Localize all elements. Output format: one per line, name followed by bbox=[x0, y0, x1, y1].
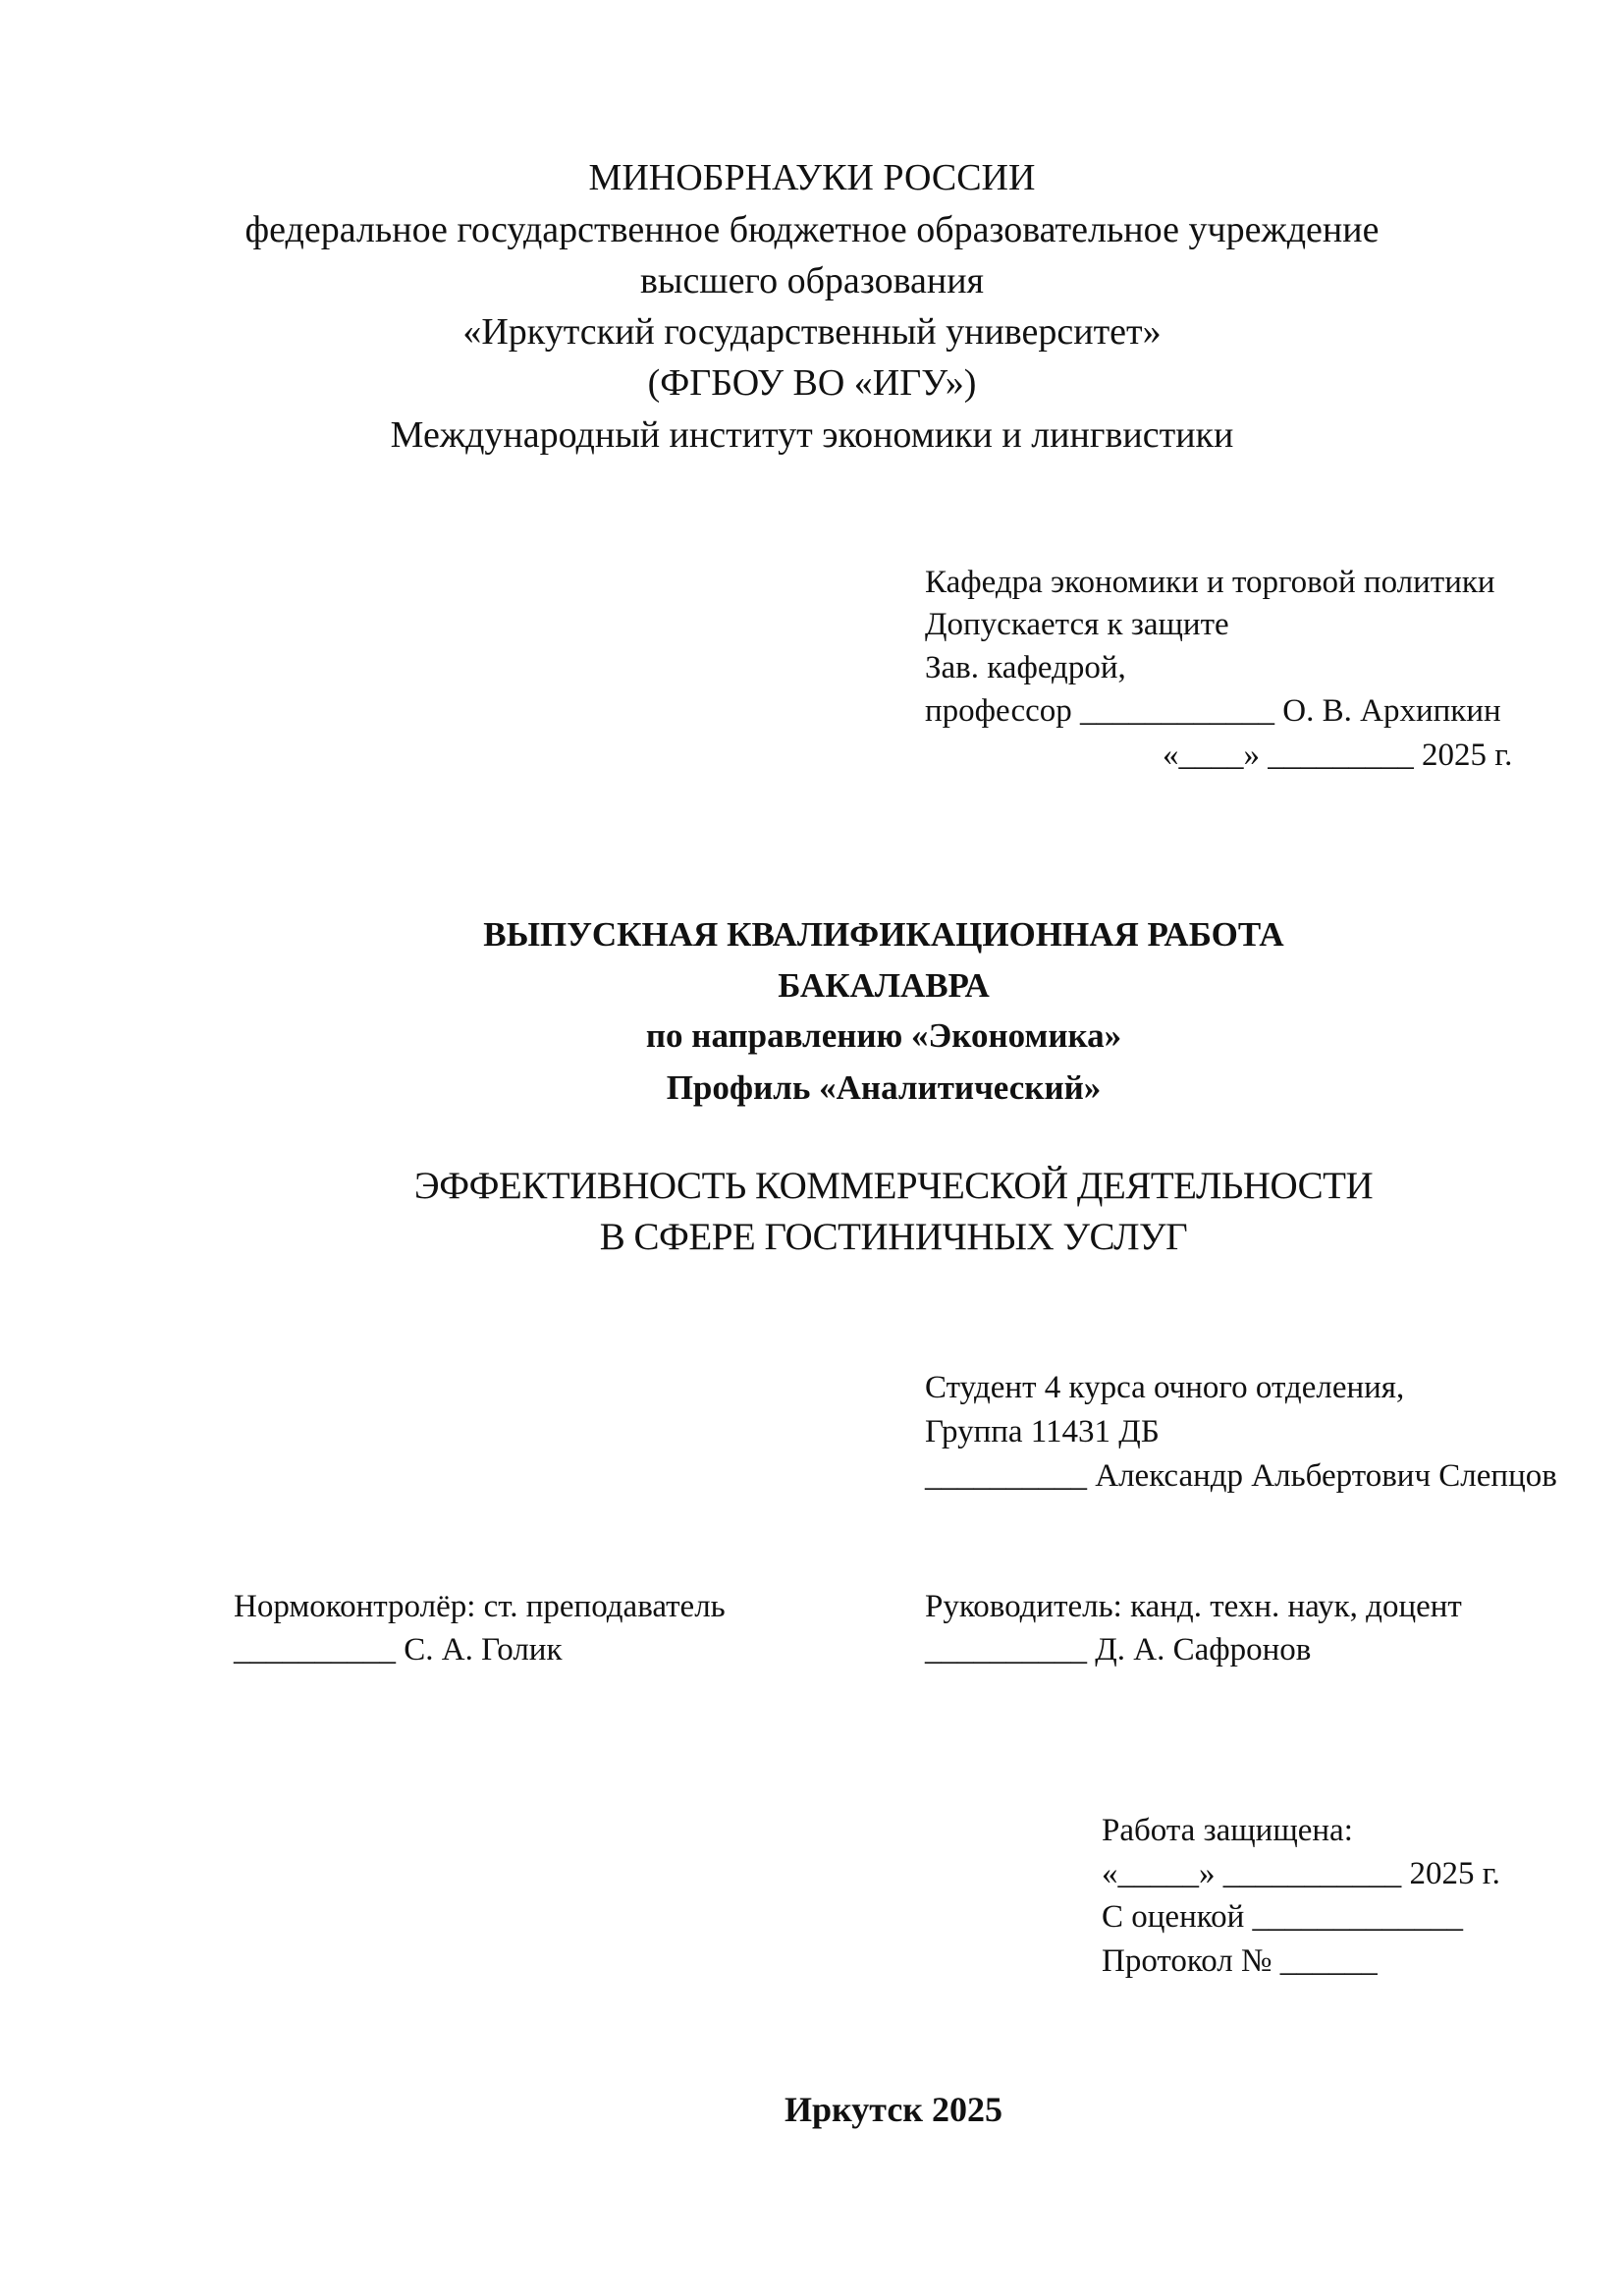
thesis-type-line-1: ВЫПУСКНАЯ КВАЛИФИКАЦИОННАЯ РАБОТА bbox=[483, 915, 1284, 954]
ministry-line: МИНОБРНАУКИ РОССИИ bbox=[588, 157, 1036, 198]
department-line: Кафедра экономики и торговой политики bbox=[925, 565, 1495, 600]
approval-date-line: «____» _________ 2025 г. bbox=[1163, 738, 1513, 773]
admitted-line: Допускается к защите bbox=[925, 607, 1229, 642]
institute-line: Международный институт экономики и лингвистики bbox=[390, 414, 1234, 456]
topic-line-2: В СФЕРЕ ГОСТИНИЧНЫХ УСЛУГ bbox=[599, 1216, 1188, 1258]
education-level-line: высшего образования bbox=[639, 260, 985, 301]
normcontrol-signature-line: __________ С. А. Голик bbox=[234, 1632, 563, 1667]
direction-line: по направлению «Экономика» bbox=[645, 1016, 1122, 1055]
supervisor-title: Руководитель: канд. техн. наук, доцент bbox=[925, 1589, 1462, 1624]
protocol-line: Протокол № ______ bbox=[1102, 1943, 1378, 1979]
student-signature-line: __________ Александр Альбертович Слепцов bbox=[925, 1458, 1557, 1494]
student-group-line: Группа 11431 ДБ bbox=[925, 1414, 1160, 1449]
topic-line-1: ЭФФЕКТИВНОСТЬ КОММЕРЧЕСКОЙ ДЕЯТЕЛЬНОСТИ bbox=[413, 1165, 1374, 1207]
student-course-line: Студент 4 курса очного отделения, bbox=[925, 1370, 1405, 1405]
normcontrol-title: Нормоконтролёр: ст. преподаватель bbox=[234, 1589, 726, 1624]
institution-type-line: федеральное государственное бюджетное образовательное учреждение bbox=[244, 209, 1380, 250]
head-line: Зав. кафедрой, bbox=[925, 650, 1126, 685]
city-year: Иркутск 2025 bbox=[784, 2090, 1003, 2129]
supervisor-signature-line: __________ Д. А. Сафронов bbox=[925, 1632, 1312, 1667]
abbreviation-line: (ФГБОУ ВО «ИГУ») bbox=[647, 362, 977, 404]
professor-signature-line: профессор ____________ О. В. Архипкин bbox=[925, 693, 1501, 729]
thesis-type-line-2: БАКАЛАВРА bbox=[778, 966, 990, 1005]
university-line: «Иркутский государственный университет» bbox=[462, 311, 1162, 353]
grade-line: С оценкой _____________ bbox=[1102, 1899, 1463, 1935]
profile-line: Профиль «Аналитический» bbox=[666, 1068, 1102, 1107]
defense-date-line: «_____» ___________ 2025 г. bbox=[1102, 1856, 1500, 1891]
defended-line: Работа защищена: bbox=[1102, 1813, 1353, 1848]
